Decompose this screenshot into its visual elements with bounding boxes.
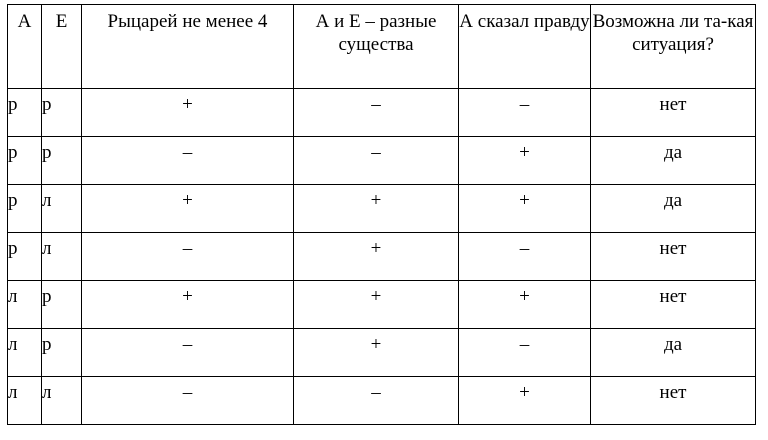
cell-a: р bbox=[8, 89, 42, 137]
header-row bbox=[8, 5, 756, 89]
cell-a: л bbox=[8, 329, 42, 377]
cell-different: – bbox=[294, 137, 459, 185]
table-row bbox=[8, 89, 756, 137]
table-row bbox=[8, 233, 756, 281]
cell-truth: – bbox=[459, 329, 591, 377]
cell-a: л bbox=[8, 281, 42, 329]
cell-knights: – bbox=[82, 137, 294, 185]
logic-table bbox=[7, 4, 756, 425]
cell-truth: + bbox=[459, 281, 591, 329]
cell-possible: да bbox=[591, 185, 756, 233]
table-row bbox=[8, 185, 756, 233]
cell-knights: – bbox=[82, 377, 294, 425]
cell-knights: – bbox=[82, 233, 294, 281]
cell-knights: – bbox=[82, 329, 294, 377]
cell-a: л bbox=[8, 377, 42, 425]
table-row bbox=[8, 137, 756, 185]
cell-e: р bbox=[42, 89, 82, 137]
table-row bbox=[8, 329, 756, 377]
cell-truth: + bbox=[459, 377, 591, 425]
cell-different: + bbox=[294, 233, 459, 281]
cell-e: р bbox=[42, 329, 82, 377]
cell-different: – bbox=[294, 377, 459, 425]
cell-knights: + bbox=[82, 89, 294, 137]
header-e: Е bbox=[42, 5, 82, 89]
cell-possible: нет bbox=[591, 233, 756, 281]
cell-possible: нет bbox=[591, 377, 756, 425]
cell-e: л bbox=[42, 377, 82, 425]
header-situation-possible: Возможна ли та-кая ситуация? bbox=[591, 5, 756, 89]
cell-different: + bbox=[294, 185, 459, 233]
table-row bbox=[8, 281, 756, 329]
table-row bbox=[8, 377, 756, 425]
cell-truth: – bbox=[459, 89, 591, 137]
cell-e: р bbox=[42, 137, 82, 185]
cell-truth: – bbox=[459, 233, 591, 281]
cell-knights: + bbox=[82, 281, 294, 329]
cell-a: р bbox=[8, 233, 42, 281]
table-body bbox=[8, 89, 756, 425]
header-a: А bbox=[8, 5, 42, 89]
header-a-e-different: А и Е – разные существа bbox=[294, 5, 459, 89]
cell-knights: + bbox=[82, 185, 294, 233]
cell-e: л bbox=[42, 185, 82, 233]
header-knights-at-least-4: Рыцарей не менее 4 bbox=[82, 5, 294, 89]
header-a-told-truth: А сказал правду bbox=[459, 5, 591, 89]
cell-different: – bbox=[294, 89, 459, 137]
cell-possible: да bbox=[591, 137, 756, 185]
cell-truth: + bbox=[459, 137, 591, 185]
cell-truth: + bbox=[459, 185, 591, 233]
cell-a: р bbox=[8, 185, 42, 233]
cell-different: + bbox=[294, 329, 459, 377]
cell-different: + bbox=[294, 281, 459, 329]
cell-possible: да bbox=[591, 329, 756, 377]
cell-a: р bbox=[8, 137, 42, 185]
cell-e: р bbox=[42, 281, 82, 329]
cell-e: л bbox=[42, 233, 82, 281]
cell-possible: нет bbox=[591, 89, 756, 137]
cell-possible: нет bbox=[591, 281, 756, 329]
